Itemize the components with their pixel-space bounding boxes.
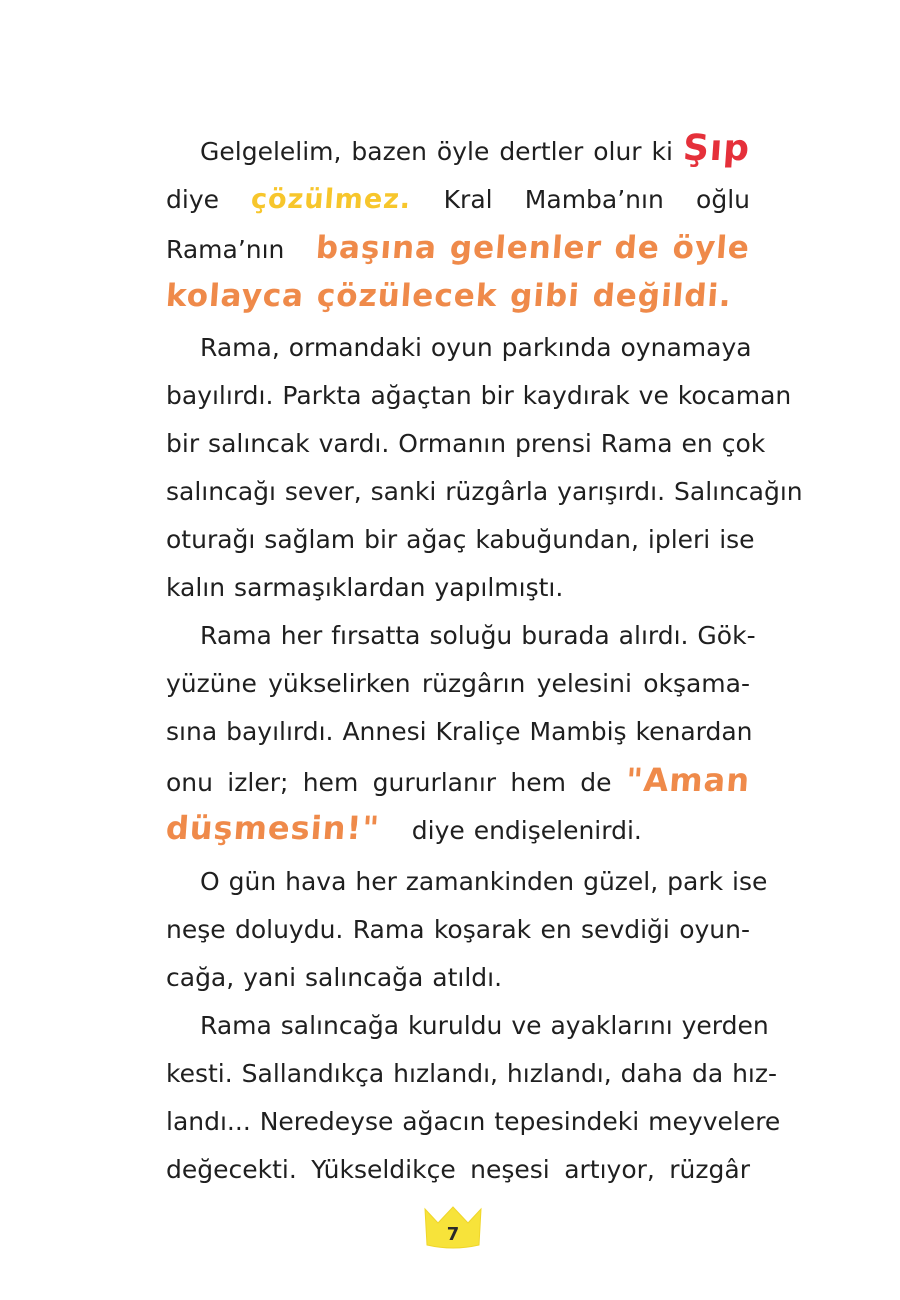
paragraph-1-line-1 [166, 128, 750, 176]
paragraph-1-line-4 [166, 272, 750, 320]
paragraph-1-line-2-b: Kral Mamba’nın oğlu [443, 185, 750, 214]
paragraph-5-line-1: Rama salıncağa kuruldu ve ayaklarını yerden [200, 1011, 769, 1040]
paragraph-4-line-3: cağa, yani salıncağa atıldı. [166, 963, 503, 992]
paragraph-3-line-2: yüzüne yükselirken rüzgârın yelesini okşama- [166, 669, 750, 698]
paragraph-5-line-3: landı... Neredeyse ağacın tepesindeki meyvelere [166, 1107, 781, 1136]
emphasis-sip: Şıp [681, 128, 752, 169]
emphasis-dusmesin: düşmesin!" [164, 809, 382, 847]
paragraph-1-line-3 [166, 224, 750, 272]
paragraph-1-line-3-a: Rama’nın [166, 235, 285, 264]
paragraph-5-line-4: değecekti. Yükseldikçe neşesi artıyor, rüzgâr [166, 1155, 750, 1184]
paragraph-3-line-4 [166, 756, 750, 804]
paragraph-3-line-4-a: onu izler; hem gururlanır hem de [166, 768, 612, 797]
paragraph-1-line-2 [166, 176, 750, 224]
paragraph-2-line-5: oturağı sağlam bir ağaç kabuğundan, ipleri ise [166, 525, 755, 554]
emphasis-basina-gelenler: başına gelenler de öyle [314, 230, 752, 266]
paragraph-2-line-1: Rama, ormandaki oyun parkında oynamaya [200, 333, 752, 362]
paragraph-3-line-5 [166, 804, 750, 852]
paragraph-4-line-2: neşe doluydu. Rama koşarak en sevdiği oyun- [166, 915, 750, 944]
paragraph-5-line-2: kesti. Sallandıkça hızlandı, hızlandı, daha da hız- [166, 1059, 778, 1088]
paragraph-2-line-3: bir salıncak vardı. Ormanın prensi Rama en çok [166, 429, 766, 458]
paragraph-2-line-6: kalın sarmaşıklardan yapılmıştı. [166, 573, 564, 602]
paragraph-3-line-1: Rama her fırsatta soluğu burada alırdı. Gök- [200, 621, 756, 650]
paragraph-1-line-2-a: diye [166, 185, 219, 214]
paragraph-3-line-5-b: diye endişelenirdi. [411, 816, 642, 845]
emphasis-cozulmez: çözülmez. [250, 184, 413, 215]
page-number: 7 [446, 1224, 460, 1245]
paragraph-2-line-4: salıncağı sever, sanki rüzgârla yarışırdı. Salıncağın [166, 477, 803, 506]
emphasis-aman: "Aman [624, 761, 752, 799]
emphasis-kolayca-cozulecek: kolayca çözülecek gibi değildi. [164, 278, 734, 314]
paragraph-2-line-2: bayılırdı. Parkta ağaçtan bir kaydırak ve kocaman [166, 381, 792, 410]
paragraph-3-line-3: sına bayılırdı. Annesi Kraliçe Mambiş kenardan [166, 717, 753, 746]
paragraph-4-line-1: O gün hava her zamankinden güzel, park ise [200, 867, 768, 896]
paragraph-1-line-1-text: Gelgelelim, bazen öyle dertler olur ki [200, 137, 673, 166]
